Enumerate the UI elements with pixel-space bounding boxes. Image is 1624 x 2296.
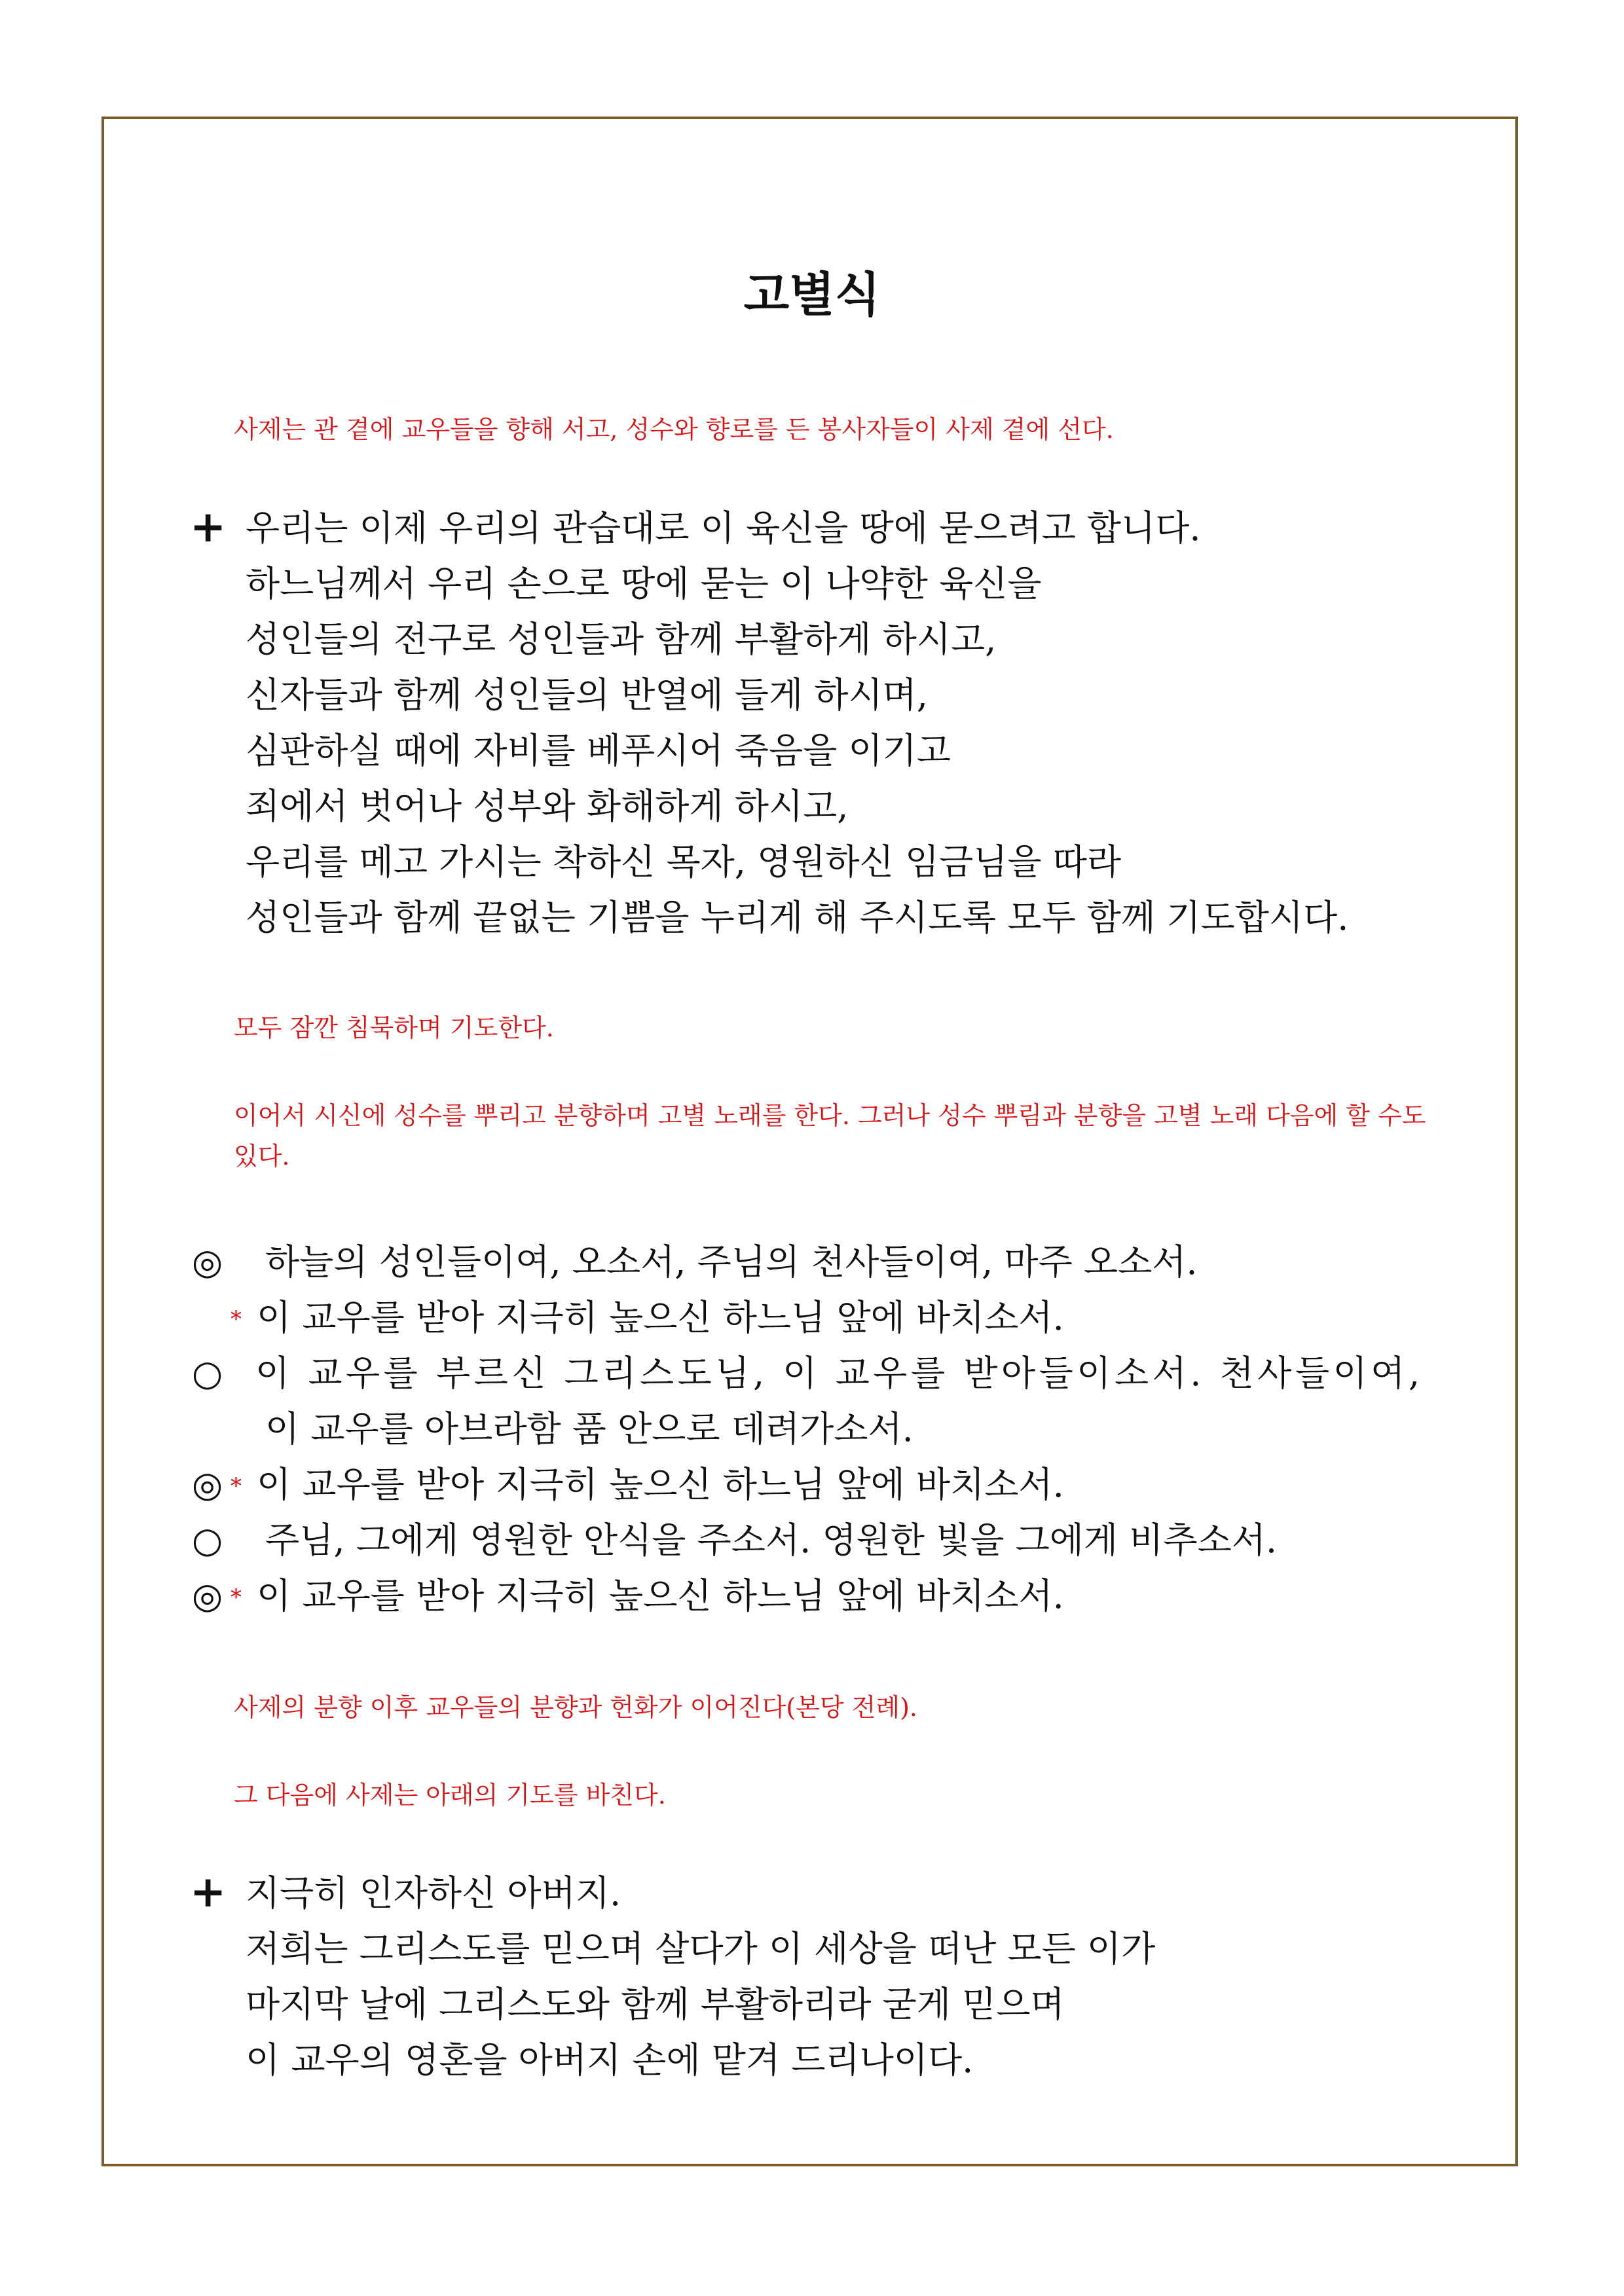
cross-icon: + bbox=[190, 501, 227, 552]
song-response: 이 교우를 받아 지극히 높으신 하느님 앞에 바치소서. bbox=[257, 1297, 1064, 1338]
prayer1-line: 우리는 이제 우리의 관습대로 이 육신을 땅에 묻으려고 합니다. bbox=[246, 507, 1201, 549]
prayer2-line: 지극히 인자하신 아버지. bbox=[246, 1872, 621, 1914]
prayer1-line: 성인들과 함께 끝없는 기쁨을 누리게 해 주시도록 모두 함께 기도합시다. bbox=[246, 897, 1349, 938]
prayer1-line: 죄에서 벗어나 성부와 화해하게 하시고, bbox=[246, 786, 849, 827]
asterisk-icon: * bbox=[231, 1473, 242, 1499]
circle-icon: ○ bbox=[192, 1520, 223, 1561]
rubric-holy-water-incense: 이어서 시신에 성수를 뿌리고 분향하며 고별 노래를 한다. 그러나 성수 뿌림과 분향을 고별 노래 다음에 할 수도 있다. bbox=[234, 1101, 1426, 1171]
prayer1-line: 하느님께서 우리 손으로 땅에 묻는 이 나약한 육신을 bbox=[246, 563, 1042, 604]
song-line: 이 교우를 아브라함 품 안으로 데려가소서. bbox=[265, 1408, 913, 1449]
rubric-final-prayer: 그 다음에 사제는 아래의 기도를 바친다. bbox=[234, 1781, 666, 1810]
page-title: 고별식 bbox=[743, 267, 881, 322]
double-circle-icon: ◎ bbox=[192, 1575, 223, 1616]
prayer2-line: 마지막 날에 그리스도와 함께 부활하리라 굳게 믿으며 bbox=[246, 1984, 1065, 2025]
asterisk-icon: * bbox=[231, 1306, 242, 1332]
circle-icon: ○ bbox=[192, 1353, 223, 1394]
prayer1-line: 성인들의 전구로 성인들과 함께 부활하게 하시고, bbox=[246, 619, 997, 660]
rubric-incense-flowers: 사제의 분향 이후 교우들의 분향과 헌화가 이어진다(본당 전례). bbox=[234, 1693, 917, 1722]
prayer1-line: 신자들과 함께 성인들의 반열에 들게 하시며, bbox=[246, 674, 928, 716]
song-line: 주님, 그에게 영원한 안식을 주소서. 영원한 빛을 그에게 비추소서. bbox=[265, 1520, 1278, 1561]
song-response: 이 교우를 받아 지극히 높으신 하느님 앞에 바치소서. bbox=[257, 1464, 1064, 1505]
rubric-priest-position: 사제는 관 곁에 교우들을 향해 서고, 성수와 향로를 든 봉사자들이 사제 곁에 선다. bbox=[234, 415, 1114, 444]
prayer2-line: 저희는 그리스도를 믿으며 살다가 이 세상을 떠난 모든 이가 bbox=[246, 1928, 1156, 1969]
rubric-silent-prayer: 모두 잠깐 침묵하며 기도한다. bbox=[234, 1013, 554, 1042]
prayer2-line: 이 교우의 영혼을 아버지 손에 맡겨 드리나이다. bbox=[246, 2039, 974, 2081]
double-circle-icon: ◎ bbox=[192, 1464, 223, 1505]
song-line: 하늘의 성인들이여, 오소서, 주님의 천사들이여, 마주 오소서. bbox=[265, 1241, 1198, 1283]
cross-icon: + bbox=[190, 1867, 227, 1917]
song-response: 이 교우를 받아 지극히 높으신 하느님 앞에 바치소서. bbox=[257, 1575, 1064, 1616]
asterisk-icon: * bbox=[231, 1584, 242, 1611]
song-line: 이 교우를 부르신 그리스도님, 이 교우를 받아들이소서. 천사들이여, bbox=[255, 1353, 1424, 1394]
prayer1-line: 우리를 메고 가시는 착하신 목자, 영원하신 임금님을 따라 bbox=[246, 841, 1122, 883]
prayer1-line: 심판하실 때에 자비를 베푸시어 죽음을 이기고 bbox=[246, 730, 951, 771]
double-circle-icon: ◎ bbox=[192, 1241, 223, 1283]
